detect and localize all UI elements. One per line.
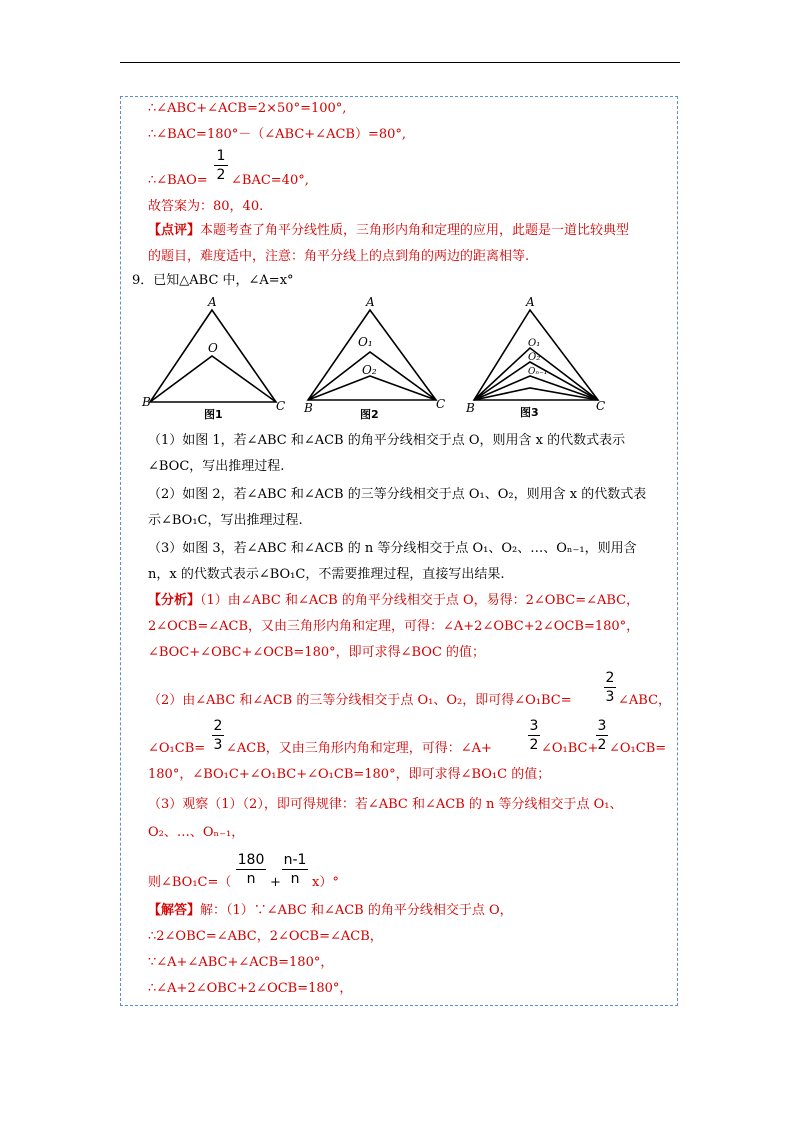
fig1-label-b: B (142, 395, 151, 409)
fig3-caption: 图3 (520, 406, 539, 419)
line-3b: ∠BAC=40°, (231, 173, 309, 188)
line-2: ∴∠BAC=180°－（∠ABC+∠ACB）=80°, (148, 127, 407, 142)
fig2-label-o2: O₂ (362, 363, 377, 377)
analysis-line-6: 180°，∠BO₁C+∠O₁BC+∠O₁CB=180°，即可求得∠BO₁C 的值； (148, 767, 551, 782)
analysis-tag: 【分析】 (148, 593, 201, 608)
fig1-caption: 图1 (204, 408, 223, 421)
analysis-line-8: O₂、…、Oₙ₋₁， (148, 825, 245, 840)
answer-text-1: 解：（1）∵∠ABC 和∠ACB 的角平分线相交于点 O， (200, 903, 513, 918)
fig3-label-o2: O₂ (528, 352, 541, 363)
analysis-line-4b: ∠ABC， (618, 693, 672, 708)
fraction-180-over-n: 180 n (237, 852, 265, 887)
analysis-line-9b: + (270, 875, 281, 890)
analysis-line-7: （3）观察（1）（2），即可得规律：若∠ABC 和∠ACB 的 n 等分线相交于点 O₁、 (148, 797, 623, 812)
fraction-two-thirds-1: 2 3 (605, 670, 615, 705)
analysis-line-5b: ∠ACB，又由三角形内角和定理，可得：∠A+ (226, 741, 492, 756)
analysis-line-9a: 则∠BO₁C=（ (148, 875, 232, 890)
answer-line-3: ∵∠A+∠ABC+∠ACB=180°， (148, 955, 334, 970)
fig3-label-b: B (466, 401, 475, 415)
fig1-label-o: O (208, 341, 218, 355)
fig2-label-o1: O₁ (358, 335, 373, 349)
analysis-line-1 (148, 592, 639, 610)
line-1: ∴∠ABC+∠ACB=2×50°=100°, (148, 101, 347, 116)
analysis-line-2: 2∠OCB=∠ACB，又由三角形内角和定理，可得：∠A+2∠OBC+2∠OCB=180°， (148, 619, 640, 634)
part-1-line-b: ∠BOC，写出推理过程. (148, 459, 285, 474)
fraction-n-minus-1-over-n: n-1 n (283, 852, 307, 887)
comment-tag: 【点评】 (148, 223, 201, 238)
fraction-three-halves-1: 3 2 (529, 718, 539, 753)
answer-line-2: ∴2∠OBC=∠ABC，2∠OCB=∠ACB， (148, 929, 383, 944)
figure-2 (300, 296, 450, 422)
part-3-line-a: （3）如图 3，若∠ABC 和∠ACB 的 n 等分线相交于点 O₁、O₂、…、Oₙ₋₁，则用含 (148, 541, 637, 556)
answer-tag: 【解答】 (148, 903, 201, 918)
part-1-line-a: （1）如图 1，若∠ABC 和∠ACB 的角平分线相交于点 O，则用含 x 的代数式表示 (148, 433, 626, 448)
fig2-caption: 图2 (360, 408, 379, 421)
fig2-label-b: B (304, 401, 313, 415)
analysis-line-9c: x）° (312, 875, 339, 890)
analysis-line-3: ∠BOC+∠OBC+∠OCB=180°，即可求得∠BOC 的值； (148, 645, 486, 660)
analysis-line-5a: ∠O₁CB= (148, 741, 206, 756)
fig1-label-c: C (276, 399, 286, 413)
analysis-text-1: （1）由∠ABC 和∠ACB 的角平分线相交于点 O，易得：2∠OBC=∠ABC， (200, 593, 640, 608)
analysis-line-4a: （2）由∠ABC 和∠ACB 的三等分线相交于点 O₁、O₂，即可得∠O₁BC= (148, 693, 572, 708)
fig3-label-on: Oₙ₋₁ (528, 367, 548, 377)
analysis-line-5d: ∠O₁CB= (609, 741, 667, 756)
question-9: 9．已知△ABC 中，∠A=x° (132, 273, 294, 288)
fraction-two-thirds-2: 2 3 (213, 718, 223, 753)
fig3-label-a: A (526, 296, 535, 309)
comment-text-1: 本题考查了角平分线性质，三角形内角和定理的应用，此题是一道比较典型 (200, 223, 630, 238)
fig3-label-o1: O₁ (528, 338, 541, 349)
line-4: 故答案为：80，40. (148, 199, 264, 214)
fig1-label-a: A (208, 296, 217, 309)
answer-line-1 (148, 902, 513, 920)
part-2-line-a: （2）如图 2，若∠ABC 和∠ACB 的三等分线相交于点 O₁、O₂，则用含 x 的代数式表 (148, 487, 647, 502)
fig3-label-c: C (596, 399, 606, 413)
figure-1 (140, 296, 290, 422)
fig2-label-c: C (436, 397, 446, 411)
part-2-line-b: 示∠BO₁C，写出推理过程. (148, 513, 303, 528)
header-rule (120, 62, 680, 63)
comment-line-1 (148, 222, 629, 240)
fig2-label-a: A (366, 296, 375, 309)
fraction-half: 1 2 (214, 148, 228, 183)
part-3-line-b: n，x 的代数式表示∠BO₁C，不需要推理过程，直接写出结果. (148, 567, 505, 582)
comment-line-2: 的题目，难度适中，注意：角平分线上的点到角的两边的距离相等. (148, 249, 530, 264)
line-3a: ∴∠BAO= (148, 173, 208, 188)
figure-3 (462, 296, 612, 422)
fraction-three-halves-2: 3 2 (597, 718, 607, 753)
analysis-line-5c: ∠O₁BC+ (541, 741, 599, 756)
answer-line-4: ∴∠A+2∠OBC+2∠OCB=180°， (148, 981, 353, 996)
